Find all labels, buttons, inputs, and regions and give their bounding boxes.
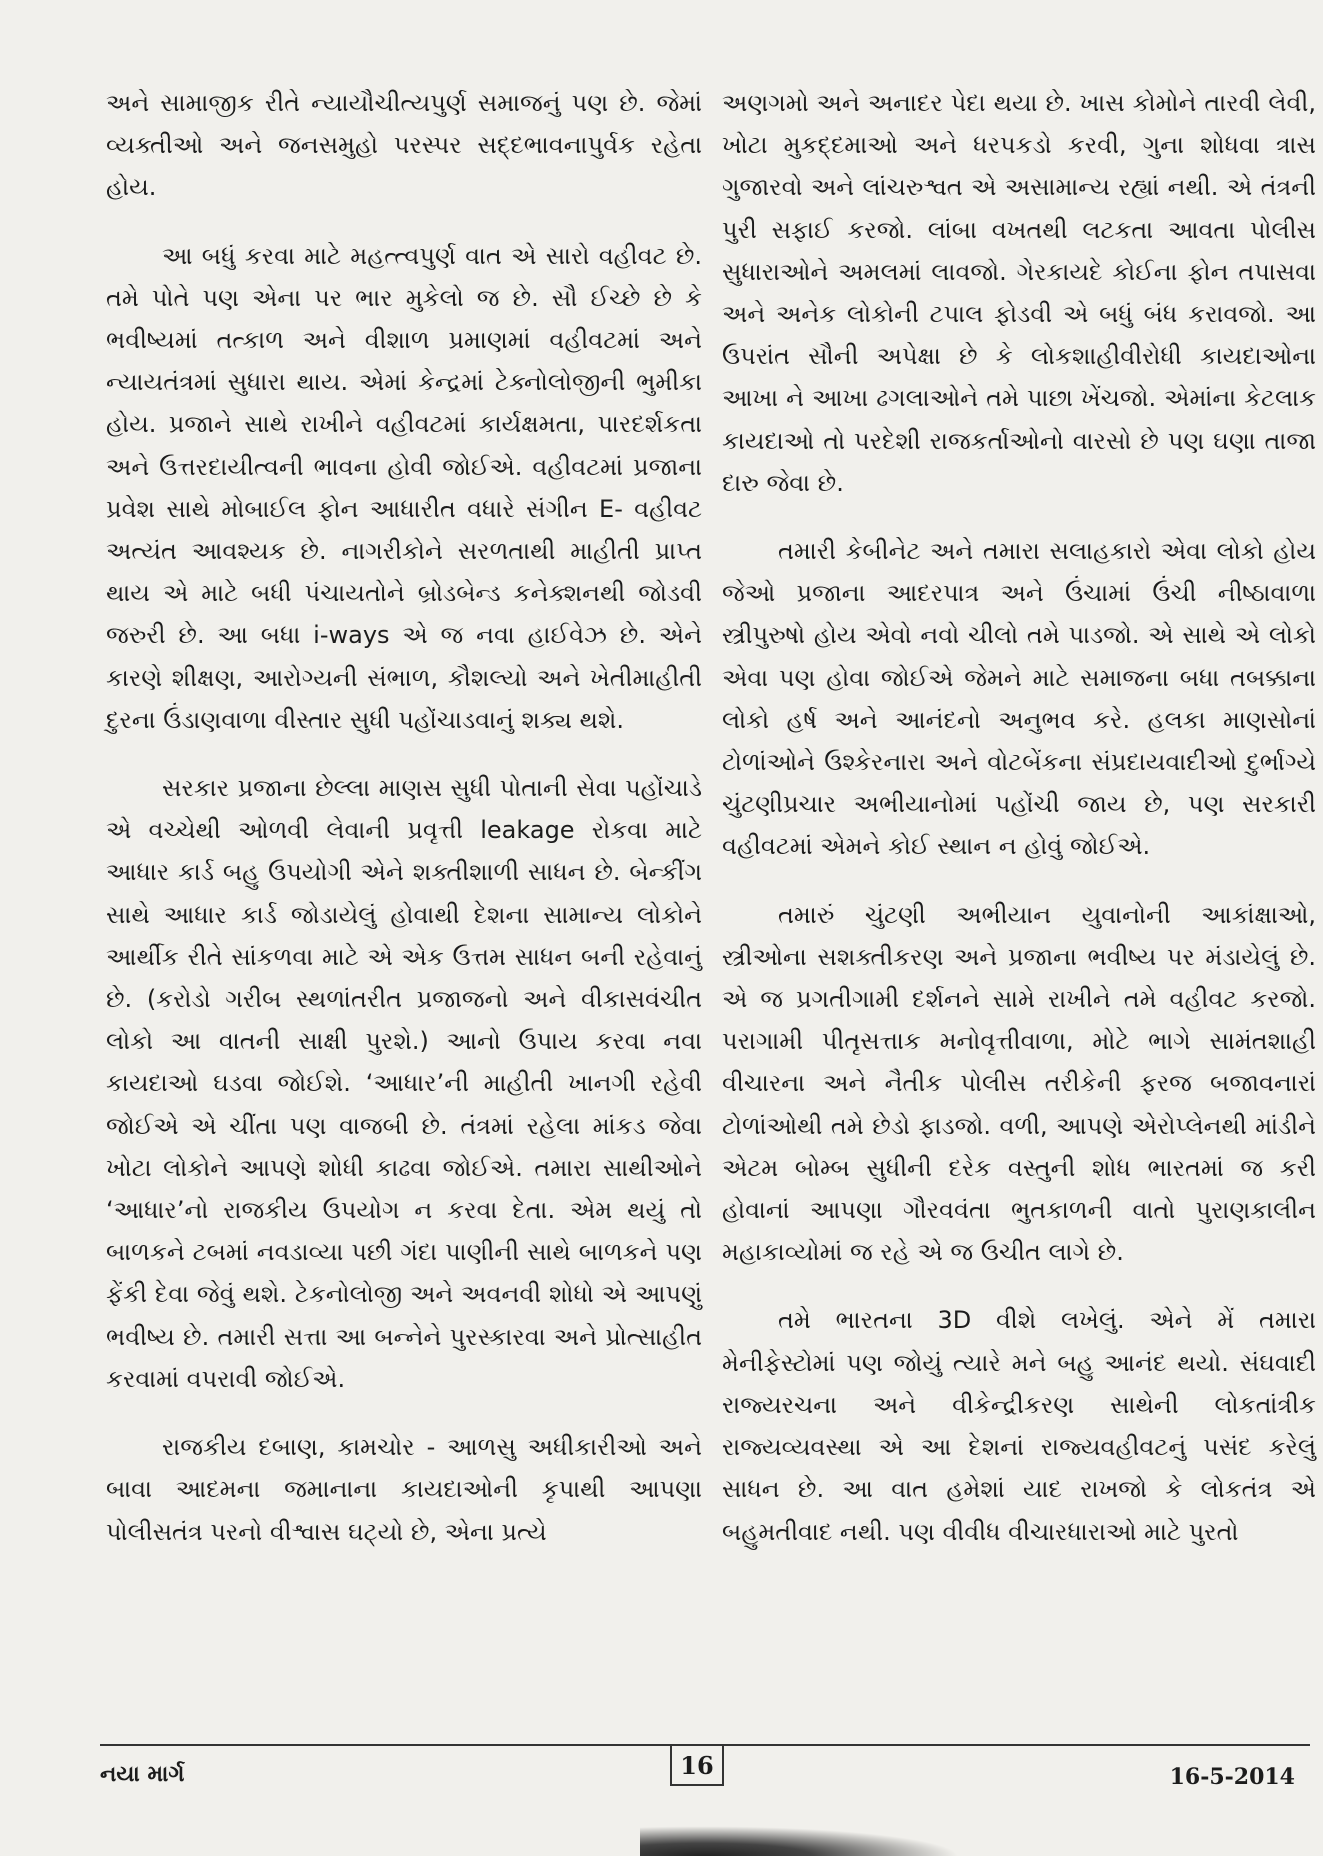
paragraph: અને સામાજીક રીતે ન્યાયૌચીત્યપુર્ણ સમાજનું પણ છે. જેમાં વ્યક્તીઓ અને જનસમુહો પરસ્પર સદ્દભાવનાપુર્વક રહેતા હોય. bbox=[106, 89, 702, 202]
paragraph: આ બધું કરવા માટે મહત્ત્વપુર્ણ વાત એ સારો વહીવટ છે. તમે પોતે પણ એના પર ભાર મુકેલો જ છે. સૌ ઈચ્છે છે કે ભવીષ્યમાં તત્કાળ અને વીશાળ પ્રમાણમાં વહીવટમાં અને ન્યાયતંત્રમાં સુધારા થાય. એમાં કેન્દ્રમાં ટેક્નોલોજીની ભુમીકા હોય. પ્રજાને સાથે રાખીને વહીવટમાં કાર્યક્ષમતા, પારદર્શકતા અને ઉત્તરદાયીત્વની ભાવના હોવી જોઈએ. વહીવટમાં પ્રજાના પ્રવેશ સાથે મોબાઈલ ફોન આધારીત વધારે સંગીન E- વહીવટ અત્યંત આવશ્યક છે. નાગરીકોને સરળતાથી માહીતી પ્રાપ્ત થાય એ માટે બધી પંચાયતોને બ્રોડબેન્ડ કનેક્શનથી જોડવી જરુરી છે. આ બધા i-ways એ જ નવા હાઈવેઝ છે. એને કારણે શીક્ષણ, આરોગ્યની સંભાળ, કૌશલ્યો અને ખેતીમાહીતી દુરના ઉંડાણવાળા વીસ્તાર સુધી પહોંચાડવાનું શક્ય થશે. bbox=[106, 241, 702, 734]
magazine-title: નયા માર્ગ bbox=[100, 1762, 185, 1787]
paragraph: રાજકીય દબાણ, કામચોર - આળસુ અધીકારીઓ અને બાવા આદમના જમાનાના કાયદાઓની કૃપાથી આપણા પોલીસતંત્ર પરનો વીશ્વાસ ઘટ્યો છે, એના પ્રત્યે bbox=[106, 1433, 702, 1546]
issue-date: 16-5-2014 bbox=[1169, 1764, 1295, 1790]
left-column bbox=[106, 82, 702, 1579]
paragraph: તમારું ચુંટણી અભીયાન યુવાનોની આકાંક્ષાઓ, સ્ત્રીઓના સશક્તીકરણ અને પ્રજાના ભવીષ્ય પર મંડાયેલું છે. એ જ પ્રગતીગામી દર્શનને સામે રાખીને તમે વહીવટ કરજો. પરાગામી પીતૃસત્તાક મનોવૃત્તીવાળા, મોટે ભાગે સામંતશાહી વીચારના અને નૈતીક પોલીસ તરીકેની ફરજ બજાવનારાં ટોળાંઓથી તમે છેડો ફાડજો. વળી, આપણે એરોપ્લેનથી માંડીને એટમ બોમ્બ સુધીની દરેક વસ્તુની શોધ ભારતમાં જ કરી હોવાનાં આપણા ગૌરવવંતા ભુતકાળની વાતો પુરાણકાલીન મહાકાવ્યોમાં જ રહે એ જ ઉચીત લાગે છે. bbox=[722, 900, 1316, 1267]
paragraph: તમારી કેબીનેટ અને તમારા સલાહકારો એવા લોકો હોય જેઓ પ્રજાના આદરપાત્ર અને ઉંચામાં ઉંચી નીષ્ઠાવાળા સ્ત્રીપુરુષો હોય એવો નવો ચીલો તમે પાડજો. એ સાથે એ લોકો એવા પણ હોવા જોઈએ જેમને માટે સમાજના બધા તબક્કાના લોકો હર્ષ અને આનંદનો અનુભવ કરે. હલકા માણસોનાં ટોળાંઓને ઉશ્કેરનારા અને વોટબેંકના સંપ્રદાયવાદીઓ દુર્ભાગ્યે ચુંટણીપ્રચાર અભીયાનોમાં પહોંચી જાય છે, પણ સરકારી વહીવટમાં એમને કોઈ સ્થાન ન હોવું જોઈએ. bbox=[722, 537, 1316, 861]
right-column bbox=[722, 82, 1316, 1579]
page-number: 16 bbox=[670, 1746, 724, 1786]
scan-shadow bbox=[640, 1826, 960, 1856]
paragraph: તમે ભારતના 3D વીશે લખેલું. એને મેં તમારા મેનીફેસ્ટોમાં પણ જોયું ત્યારે મને બહુ આનંદ થયો. સંઘવાદી રાજ્યરચના અને વીકેન્દ્રીકરણ સાથેની લોકતાંત્રીક રાજ્યવ્યવસ્થા એ આ દેશનાં રાજ્યવહીવટનું પસંદ કરેલું સાધન છે. આ વાત હમેશાં યાદ રાખજો કે લોકતંત્ર એ બહુમતીવાદ નથી. પણ વીવીધ વીચારધારાઓ માટે પુરતો bbox=[722, 1306, 1316, 1546]
paragraph: સરકાર પ્રજાના છેલ્લા માણસ સુધી પોતાની સેવા પહોંચાડે એ વચ્ચેથી ઓળવી લેવાની પ્રવૃત્તી leakage રોકવા માટે આધાર કાર્ડ બહુ ઉપયોગી એને શક્તીશાળી સાધન છે. બેન્કીંગ સાથે આધાર કાર્ડ જોડાયેલું હોવાથી દેશના સામાન્ય લોકોને આર્થીક રીતે સાંકળવા માટે એ એક ઉત્તમ સાધન બની રહેવાનું છે. (કરોડો ગરીબ સ્થળાંતરીત પ્રજાજનો અને વીકાસવંચીત લોકો આ વાતની સાક્ષી પુરશે.) આનો ઉપાય કરવા નવા કાયદાઓ ઘડવા જોઈશે. ‘આધાર’ની માહીતી ખાનગી રહેવી જોઈએ એ ચીંતા પણ વાજબી છે. તંત્રમાં રહેલા માંકડ જેવા ખોટા લોકોને આપણે શોધી કાઢવા જોઈએ. તમારા સાથીઓને ‘આધાર’નો રાજકીય ઉપયોગ ન કરવા દેતા. એમ થયું તો બાળકને ટબમાં નવડાવ્યા પછી ગંદા પાણીની સાથે બાળકને પણ ફેંકી દેવા જેવું થશે. ટેકનોલોજી અને અવનવી શોધો એ આપણું ભવીષ્ય છે. તમારી સત્તા આ બન્નેને પુરસ્કારવા અને પ્રોત્સાહીત કરવામાં વપરાવી જોઈએ. bbox=[106, 774, 702, 1393]
paragraph: અણગમો અને અનાદર પેદા થયા છે. ખાસ કોમોને તારવી લેવી, ખોટા મુકદ્દમાઓ અને ધરપકડો કરવી, ગુના શોધવા ત્રાસ ગુજારવો અને લાંચરુશ્વત એ અસામાન્ય રહ્યાં નથી. એ તંત્રની પુરી સફાઈ કરજો. લાંબા વખતથી લટકતા આવતા પોલીસ સુધારાઓને અમલમાં લાવજો. ગેરકાયદે કોઈના ફોન તપાસવા અને અનેક લોકોની ટપાલ ફોડવી એ બધું બંધ કરાવજો. આ ઉપરાંત સૌની અપેક્ષા છે કે લોકશાહીવીરોધી કાયદાઓના આખા ને આખા ઢગલાઓને તમે પાછા ખેંચજો. એમાંના કેટલાક કાયદાઓ તો પરદેશી રાજકર્તાઓનો વારસો છે પણ ઘણા તાજા દારુ જેવા છે. bbox=[722, 89, 1316, 497]
